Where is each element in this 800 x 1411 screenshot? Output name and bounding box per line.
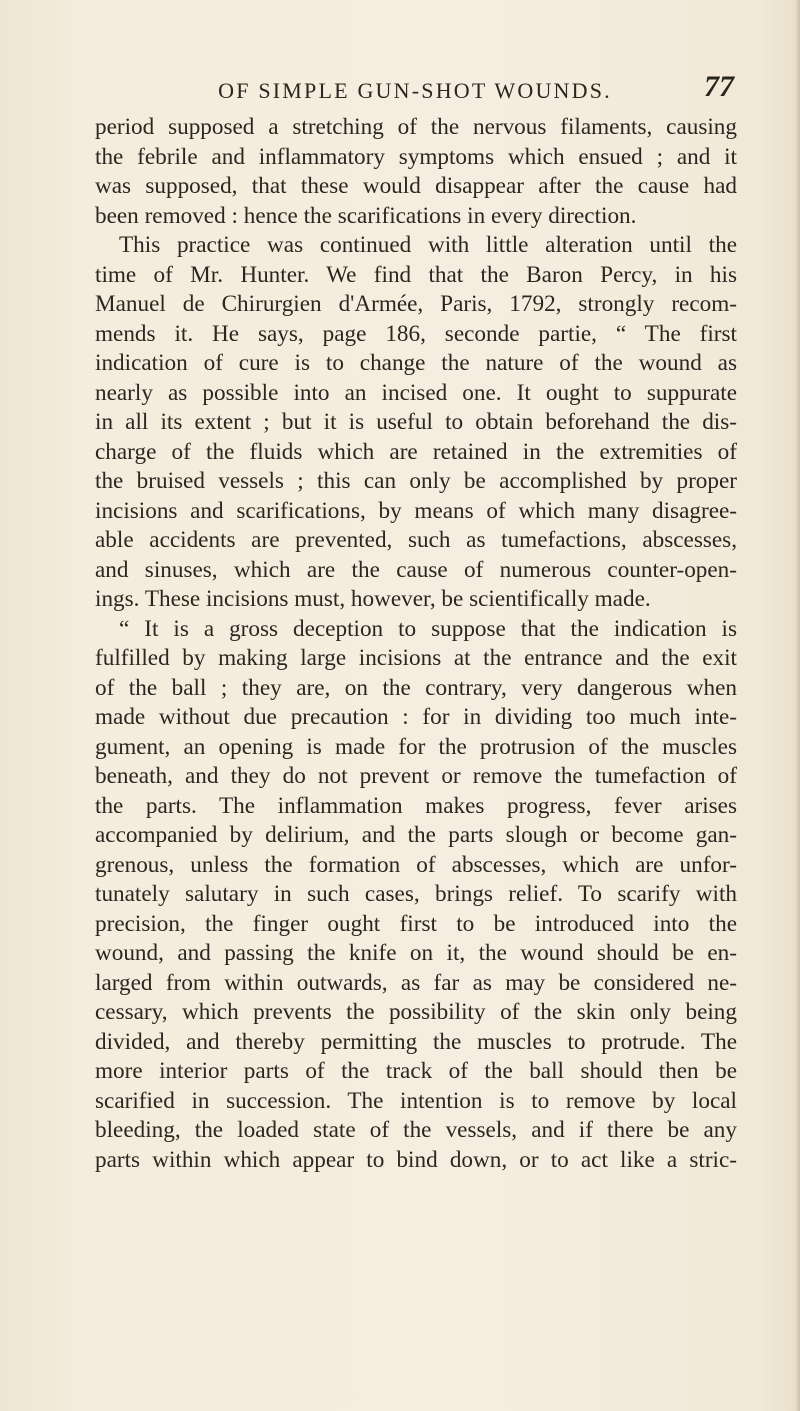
text-line: incisions and scarifications, by means of which many disagree-: [95, 497, 737, 524]
text-line: ings. These incisions must, however, be scientifically made.: [95, 586, 651, 612]
text-line: Manuel de Chirurgien d'Armée, Paris, 1792, strongly recom-: [95, 291, 737, 317]
text-line: parts within which appear to bind down, or to act like a stric-: [95, 1146, 737, 1173]
text-line: more interior parts of the track of the ball should then be: [95, 1058, 737, 1084]
text-line: of the ball ; they are, on the contrary, very dangerous when: [95, 674, 737, 701]
page-header: [96, 70, 734, 110]
text-line: nearly as possible into an incised one. It ought to suppurate: [95, 379, 737, 406]
text-line: bleeding, the loaded state of the vessels, and if there be any: [95, 1117, 737, 1143]
text-line: was supposed, that these would disappear after the cause had: [95, 173, 737, 199]
text-line: the febrile and inflammatory symptoms which ensued ; and it: [95, 143, 737, 170]
text-line: time of Mr. Hunter. We find that the Baron Percy, in his: [95, 261, 737, 288]
text-line: divided, and thereby permitting the muscles to protrude. The: [95, 1028, 737, 1055]
text-line: the bruised vessels ; this can only be accomplished by proper: [95, 468, 737, 494]
text-line: period supposed a stretching of the nervous filaments, causing: [95, 114, 737, 140]
text-line: wound, and passing the knife on it, the wound should be en-: [95, 940, 737, 966]
text-line: and sinuses, which are the cause of numerous counter-open-: [95, 556, 737, 583]
text-line: grenous, unless the formation of abscesses, which are unfor-: [95, 851, 737, 878]
text-line: “ It is a gross deception to suppose that the indication is: [119, 615, 737, 642]
text-line: in all its extent ; but it is useful to obtain beforehand the dis-: [95, 409, 737, 435]
text-line: scarified in succession. The intention is to remove by local: [95, 1087, 737, 1114]
running-head: OF SIMPLE GUN-SHOT WOUNDS.: [218, 78, 612, 103]
text-line: accompanied by delirium, and the parts slough or become gan-: [95, 822, 737, 848]
text-line: gument, an opening is made for the protrusion of the muscles: [95, 733, 737, 760]
text-line: This practice was continued with little alteration until the: [119, 232, 737, 258]
text-line: beneath, and they do not prevent or remove the tumefaction of: [95, 763, 737, 789]
text-line: made without due precaution : for in dividing too much inte-: [95, 704, 737, 730]
text-line: fulfilled by making large incisions at the entrance and the exit: [95, 645, 737, 671]
text-line: larged from within outwards, as far as may be considered ne-: [95, 969, 737, 996]
page-edge-shadow: [795, 0, 800, 1411]
text-line: been removed : hence the scarifications in every direction.: [95, 202, 637, 229]
text-line: cessary, which prevents the possibility of the skin only being: [95, 999, 737, 1025]
text-line: precision, the finger ought first to be introduced into the: [95, 910, 737, 937]
text-line: charge of the fluids which are retained in the extremities of: [95, 438, 737, 465]
text-line: tunately salutary in such cases, brings relief. To scarify with: [95, 881, 737, 907]
body-text: [95, 113, 737, 1175]
text-line: able accidents are prevented, such as tumefactions, abscesses,: [95, 527, 737, 553]
text-line: mends it. He says, page 186, seconde partie, “ The first: [95, 320, 737, 347]
text-line: the parts. The inflammation makes progress, fever arises: [95, 792, 737, 819]
page-number: 77: [704, 70, 734, 103]
text-line: indication of cure is to change the nature of the wound as: [95, 350, 737, 376]
